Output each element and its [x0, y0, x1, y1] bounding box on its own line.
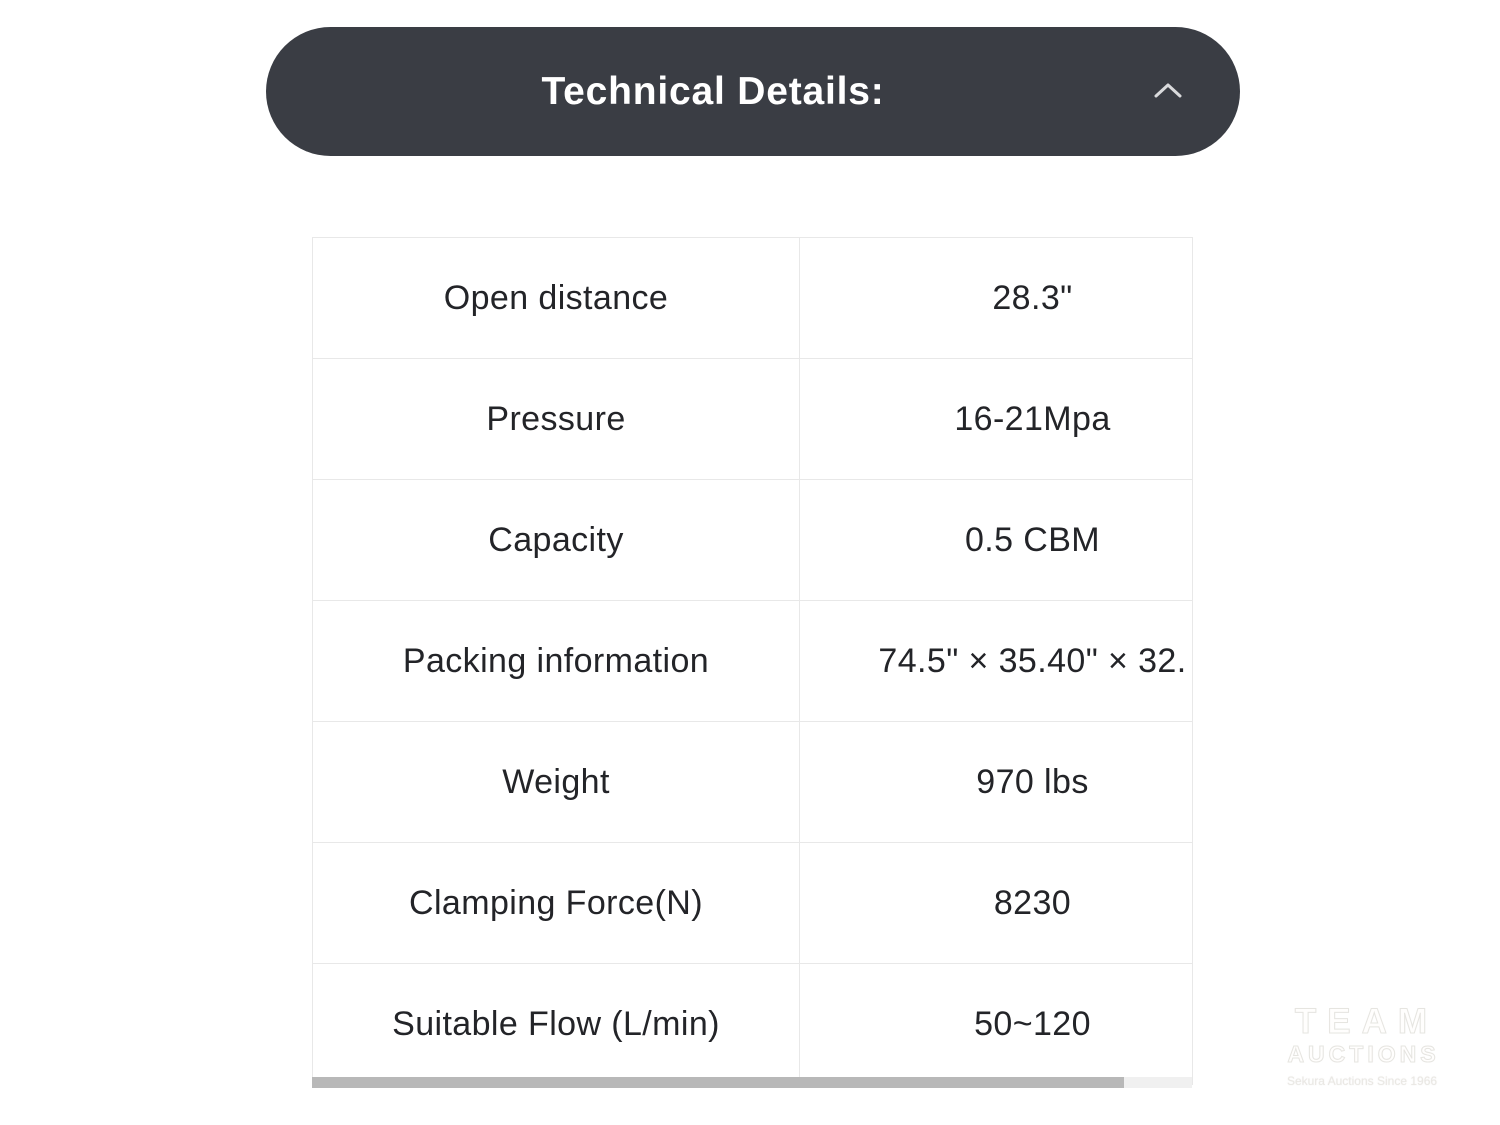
watermark [1278, 1004, 1446, 1087]
spec-label: Clamping Force(N) [313, 843, 800, 964]
watermark-tagline: Sekura Auctions Since 1966 [1286, 1074, 1438, 1088]
spec-table-body [313, 238, 1193, 1085]
watermark-line2: AUCTIONS [1287, 1041, 1440, 1067]
spec-value: 8230 [800, 843, 1193, 964]
watermark-line1: TEAM [1294, 1002, 1439, 1041]
scrollbar-thumb[interactable] [312, 1077, 1124, 1088]
table-row [313, 359, 1193, 480]
spec-label: Packing information [313, 601, 800, 722]
spec-value: 0.5 CBM [800, 480, 1193, 601]
table-row [313, 843, 1193, 964]
spec-value: 74.5" × 35.40" × 32. [800, 601, 1193, 722]
table-row [313, 722, 1193, 843]
spec-label: Open distance [313, 238, 800, 359]
table-row [313, 238, 1193, 359]
technical-details-header[interactable] [266, 27, 1240, 156]
spec-table [312, 237, 1193, 1085]
table-row [313, 480, 1193, 601]
spec-label: Suitable Flow (L/min) [313, 964, 800, 1085]
horizontal-scrollbar[interactable] [312, 1077, 1192, 1088]
spec-value: 50~120 [800, 964, 1193, 1085]
table-row [313, 601, 1193, 722]
spec-value: 970 lbs [800, 722, 1193, 843]
table-row [313, 964, 1193, 1085]
spec-label: Capacity [313, 480, 800, 601]
spec-value: 16-21Mpa [800, 359, 1193, 480]
spec-label: Weight [313, 722, 800, 843]
section-title: Technical Details: [541, 69, 885, 113]
spec-value: 28.3" [800, 238, 1193, 359]
chevron-up-icon[interactable] [1150, 79, 1186, 103]
spec-label: Pressure [313, 359, 800, 480]
